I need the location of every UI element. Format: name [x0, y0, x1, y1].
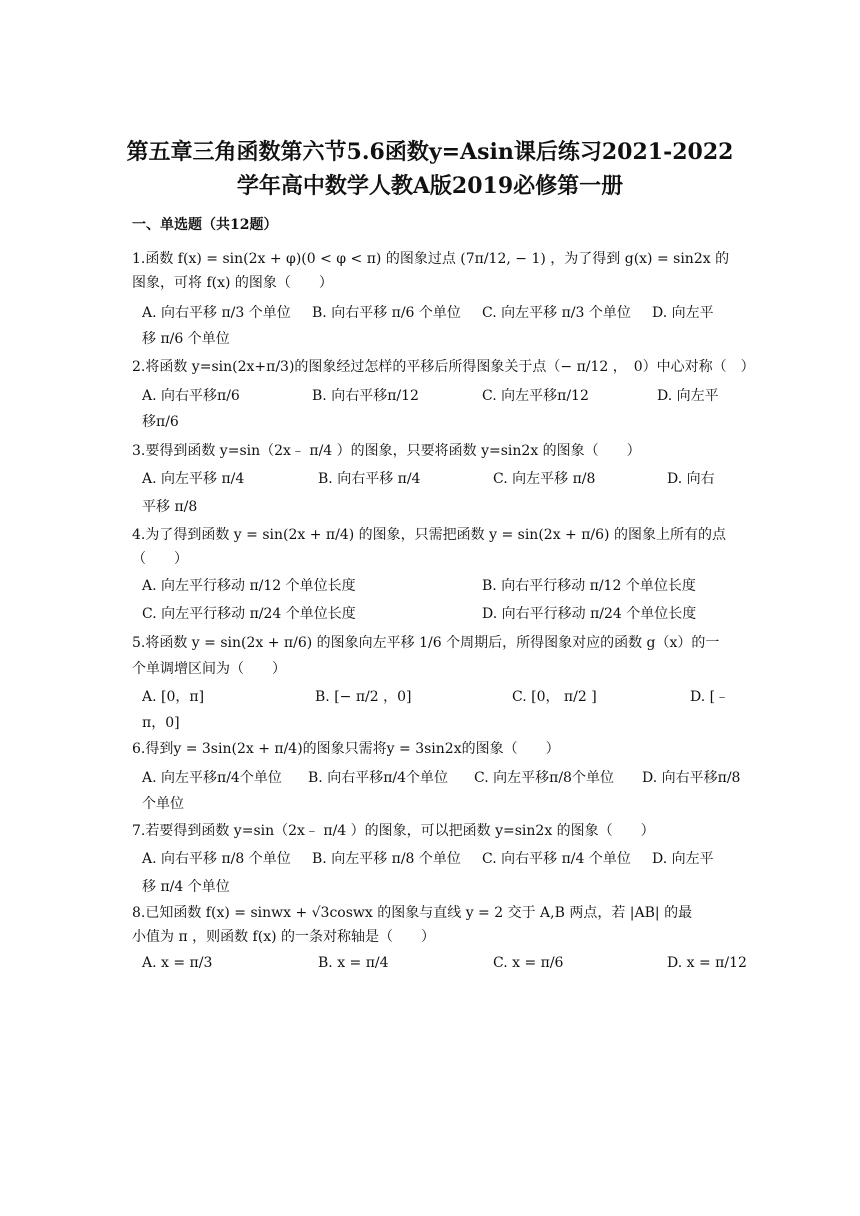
question-2-option-d-continued: 移π/6	[142, 414, 179, 430]
document-title-line-2: 学年高中数学人教A版2019必修第一册	[236, 173, 624, 199]
question-6-option-c: C. 向左平移π/8个单位	[474, 770, 614, 786]
question-7-option-d: D. 向左平	[652, 851, 714, 867]
question-3-option-d: D. 向右	[667, 471, 715, 487]
question-2-option-b: B. 向右平移π/12	[312, 388, 419, 404]
question-3-option-a: A. 向左平移 π/4	[142, 471, 245, 487]
question-4-stem-line-2: （ ）	[132, 551, 188, 567]
question-4-option-d: D. 向右平行移动 π/24 个单位长度	[482, 606, 697, 622]
question-5-stem-line-2: 个单调增区间为（ ）	[132, 661, 286, 677]
question-4-stem-line-1: 4.为了得到函数 y = sin(2x + π/4) 的图象，只需把函数 y = sin(2x + π/6) 的图象上所有的点	[132, 527, 726, 543]
question-1-option-b: B. 向右平移 π/6 个单位	[312, 305, 461, 321]
question-8-option-c: C. x = π/6	[493, 955, 564, 971]
question-5-option-b: B. [− π/2 ，0]	[315, 689, 412, 705]
question-4-option-c: C. 向左平行移动 π/24 个单位长度	[142, 606, 356, 622]
question-2-stem-line-1: 2.将函数 y=sin(2x+π/3)的图象经过怎样的平移后所得图象关于点（− π/12 ， 0）中心对称（ ）	[132, 359, 755, 375]
question-7-option-a: A. 向右平移 π/8 个单位	[142, 851, 291, 867]
document-title-line-1: 第五章三角函数第六节5.6函数y=Asin课后练习2021-2022	[126, 139, 734, 165]
question-1-option-d: D. 向左平	[652, 305, 714, 321]
question-1-option-a: A. 向右平移 π/3 个单位	[142, 305, 291, 321]
question-4-option-b: B. 向右平行移动 π/12 个单位长度	[482, 578, 696, 594]
question-7-option-d-continued: 移 π/4 个单位	[142, 879, 230, 895]
question-7-option-c: C. 向右平移 π/4 个单位	[482, 851, 631, 867]
question-5-option-c: C. [0， π/2 ]	[512, 689, 597, 705]
question-3-option-d-continued: 平移 π/8	[142, 499, 198, 515]
question-3-option-c: C. 向左平移 π/8	[493, 471, 596, 487]
question-7-stem-line-1: 7.若要得到函数 y=sin（2x﹣ π/4 ）的图象，可以把函数 y=sin2x 的图象（ ）	[132, 823, 655, 839]
question-2-option-d: D. 向左平	[657, 388, 719, 404]
question-8-option-d: D. x = π/12	[667, 955, 747, 971]
question-6-option-d-continued: 个单位	[142, 796, 184, 812]
question-8-option-b: B. x = π/4	[318, 955, 389, 971]
question-1-stem-line-2: 图象，可将 f(x) 的图象（ ）	[132, 275, 333, 291]
question-1-option-d-continued: 移 π/6 个单位	[142, 331, 230, 347]
question-1-option-c: C. 向左平移 π/3 个单位	[482, 305, 631, 321]
question-2-option-c: C. 向左平移π/12	[482, 388, 589, 404]
section-heading: 一、单选题（共12题）	[132, 217, 278, 233]
question-1-stem-line-1: 1.函数 f(x) = sin(2x + φ)(0 < φ < π) 的图象过点 (7π/12, − 1) ，为了得到 g(x) = sin2x 的	[132, 251, 730, 267]
question-3-stem-line-1: 3.要得到函数 y=sin（2x﹣ π/4 ）的图象，只要将函数 y=sin2x 的图象（ ）	[132, 443, 641, 459]
question-5-option-d: D. [﹣	[690, 689, 730, 705]
question-5-stem-line-1: 5.将函数 y = sin(2x + π/6) 的图象向左平移 1/6 个周期后，所得图象对应的函数 g（x）的一	[132, 635, 720, 651]
question-4-option-a: A. 向左平行移动 π/12 个单位长度	[142, 578, 356, 594]
question-8-stem-line-2: 小值为 π ，则函数 f(x) 的一条对称轴是（ ）	[132, 929, 436, 945]
question-2-option-a: A. 向右平移π/6	[142, 388, 240, 404]
question-8-option-a: A. x = π/3	[142, 955, 213, 971]
question-5-option-d-continued: π，0]	[142, 715, 180, 731]
question-6-option-b: B. 向右平移π/4个单位	[308, 770, 449, 786]
question-8-stem-line-1: 8.已知函数 f(x) = sinwx + √3coswx 的图象与直线 y = 2 交于 A,B 两点，若 |AB| 的最	[132, 905, 693, 921]
question-6-option-a: A. 向左平移π/4个单位	[142, 770, 282, 786]
question-7-option-b: B. 向左平移 π/8 个单位	[312, 851, 461, 867]
question-6-stem-line-1: 6.得到y = 3sin(2x + π/4)的图象只需将y = 3sin2x的图象（ ）	[132, 741, 560, 757]
question-3-option-b: B. 向右平移 π/4	[318, 471, 421, 487]
question-6-option-d: D. 向右平移π/8	[642, 770, 741, 786]
question-5-option-a: A. [0，π]	[142, 689, 205, 705]
